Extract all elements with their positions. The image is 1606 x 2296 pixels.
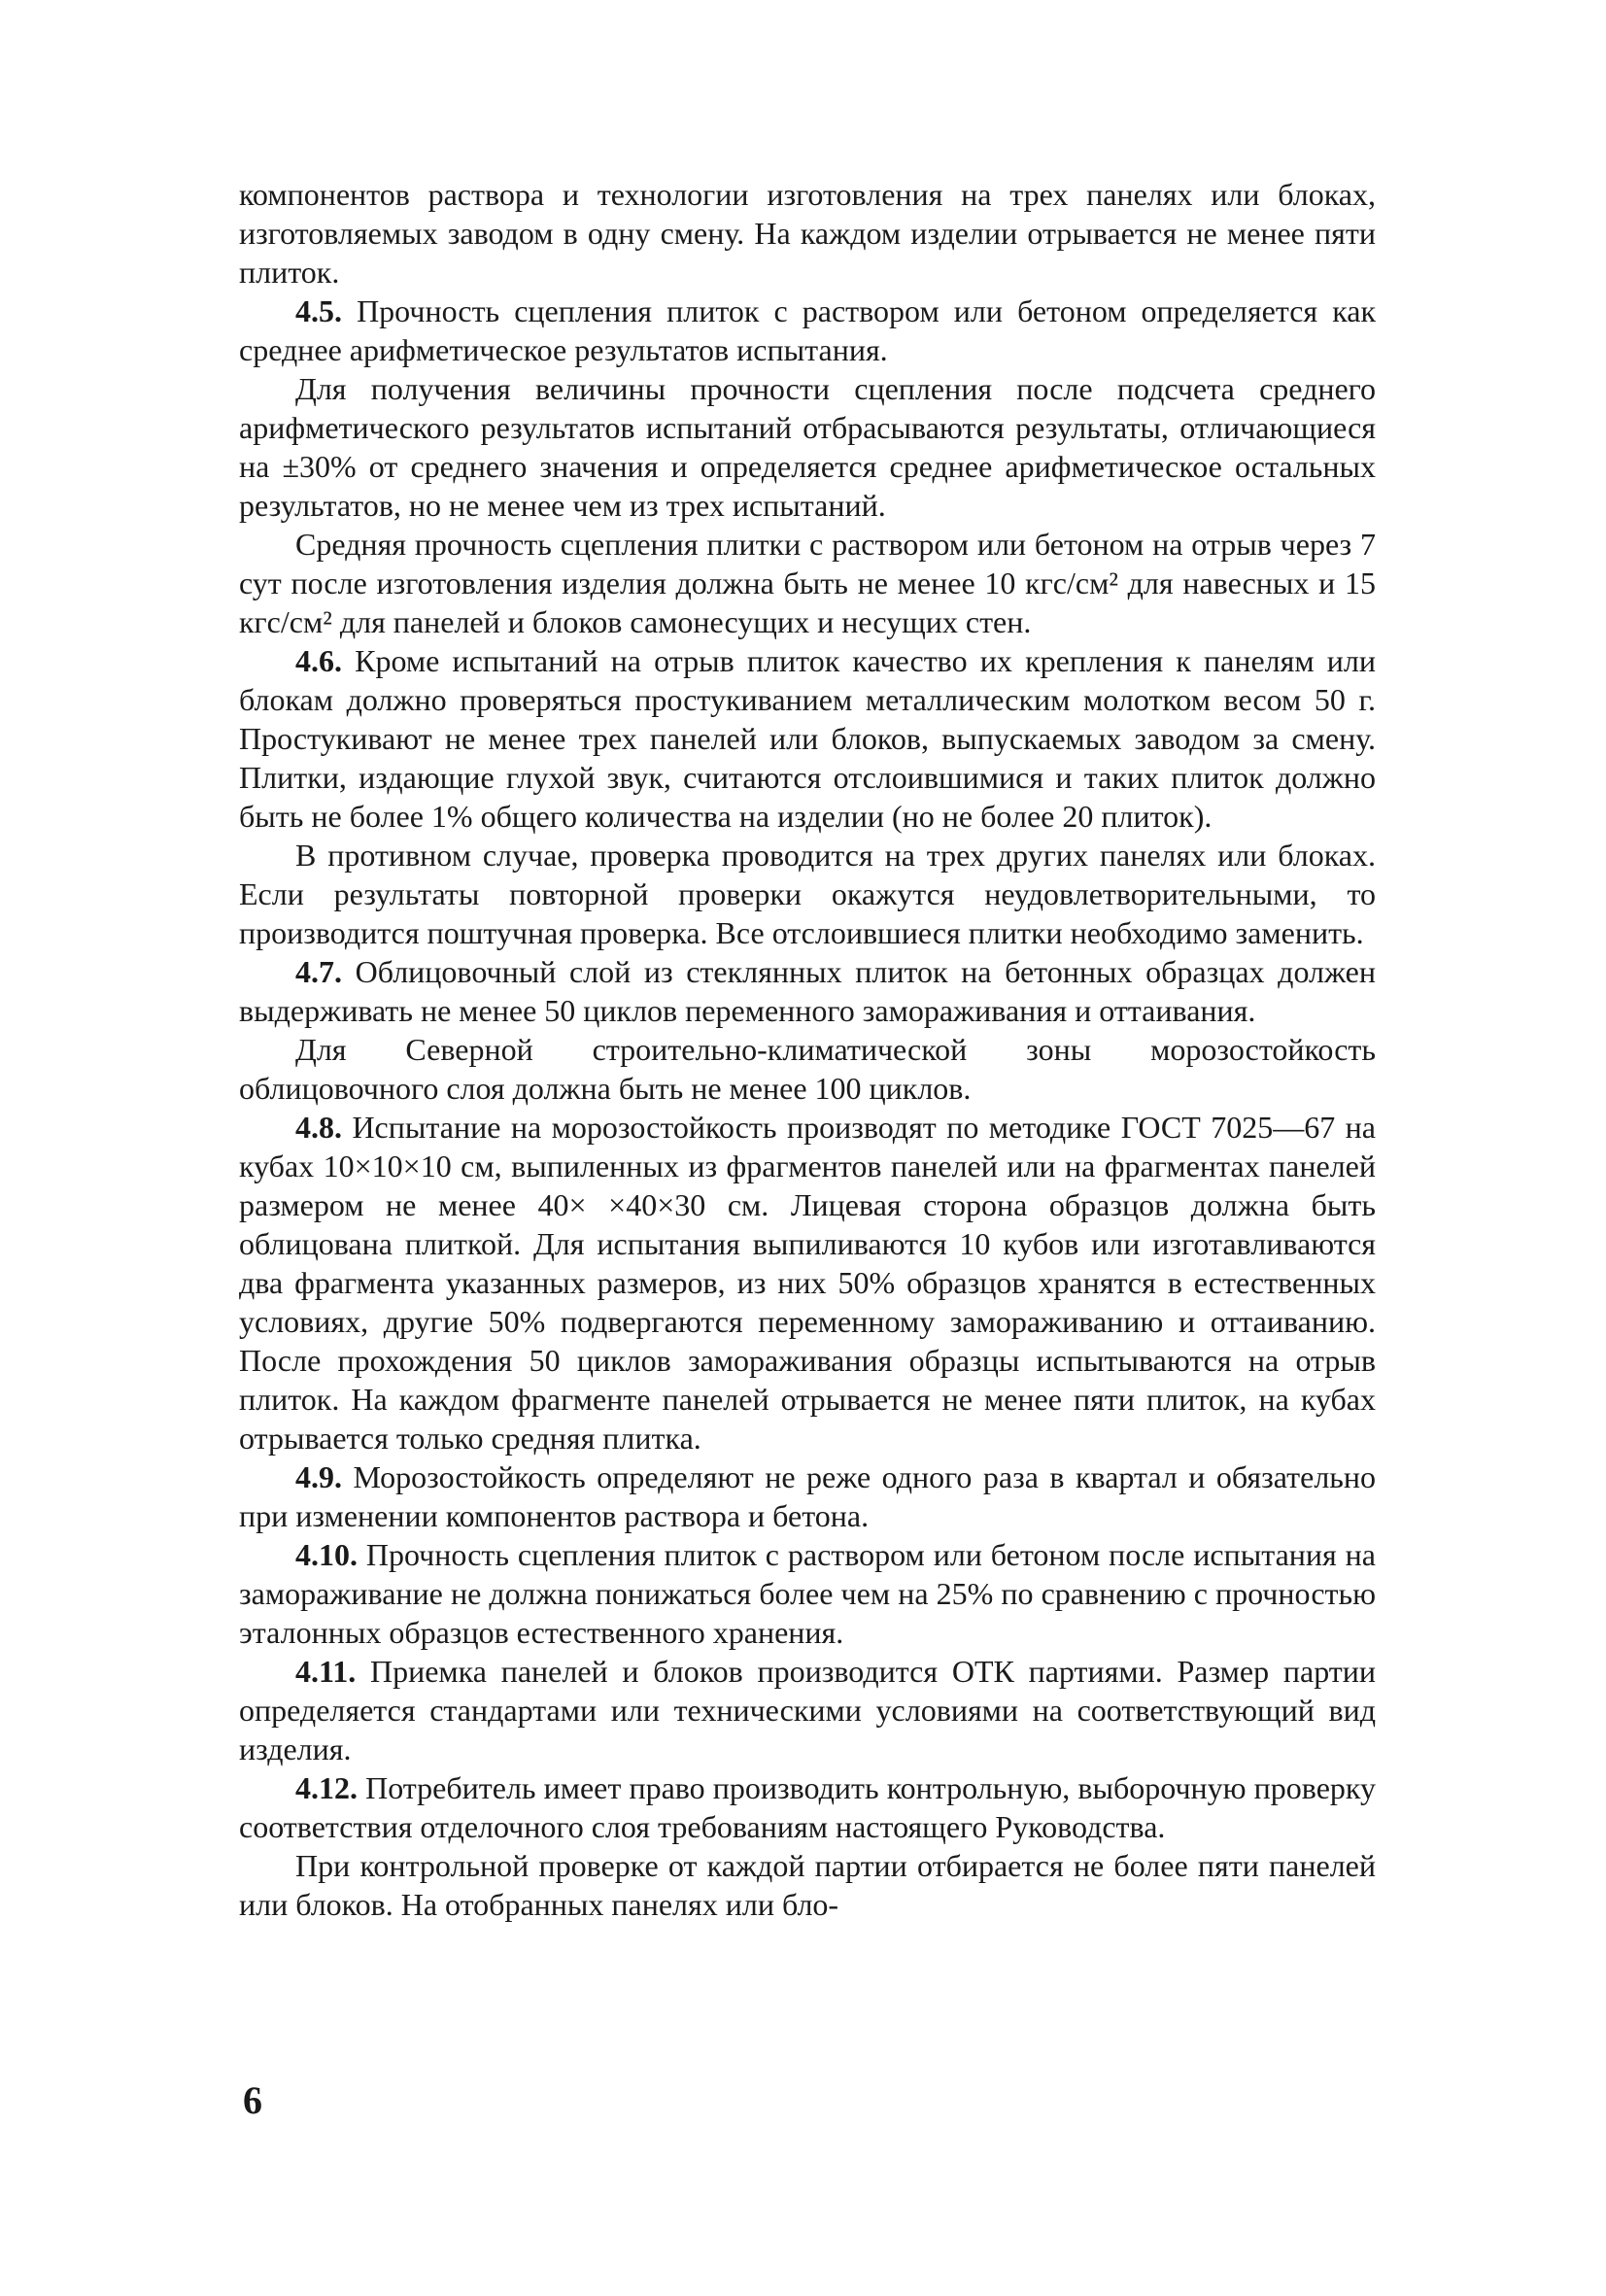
paragraph-text: Прочность сцепления плиток с раствором или бетоном после испытания на замораживание не должна понижаться более чем на 25% по сравнению с прочностью эталонных образцов естественного хранения. — [239, 1537, 1376, 1650]
section-number: 4.5. — [295, 293, 342, 328]
paragraph-4-10 — [239, 1535, 1376, 1652]
paragraph-continuation — [239, 175, 1376, 291]
paragraph-text: При контрольной проверке от каждой партии отбирается не более пяти панелей или блоков. На отобранных панелях или бло- — [239, 1848, 1376, 1922]
paragraph-otherwise — [239, 836, 1376, 952]
paragraph-text: Средняя прочность сцепления плитки с раствором или бетоном на отрыв через 7 сут после изготовления изделия должна быть не менее 10 кгс/см² для навесных и 15 кгс/см² для панелей и блоков самонесущих и несущих стен. — [239, 527, 1376, 639]
paragraph-4-9 — [239, 1457, 1376, 1535]
page-number: 6 — [243, 2078, 262, 2122]
paragraph-text: Прочность сцепления плиток с раствором или бетоном определяется как среднее арифметическое результатов испытания. — [239, 293, 1376, 367]
paragraph-4-8 — [239, 1108, 1376, 1457]
section-number: 4.8. — [295, 1110, 342, 1145]
paragraph-4-7 — [239, 952, 1376, 1030]
paragraph-text: Испытание на морозостойкость производят по методике ГОСТ 7025—67 на кубах 10×10×10 см, выпиленных из фрагментов панелей или на фрагментах панелей размером не менее 40× ×40×30 см. Лицевая сторона образцов должна быть облицована плиткой. Для испытания выпиливаются 10 кубов или изготавливаются два фрагмента указанных размеров, из них 50% образцов хранятся в естественных условиях, другие 50% подвергаются переменному замораживанию и оттаиванию. После прохождения 50 циклов замораживания образцы испытываются на отрыв плиток. На каждом фрагменте панелей отрывается не менее пяти плиток, на кубах отрывается только средняя плитка. — [239, 1110, 1376, 1456]
paragraph-4-5 — [239, 291, 1376, 369]
paragraph-text: Приемка панелей и блоков производится ОТК партиями. Размер партии определяется стандартами или техническими условиями на соответствующий вид изделия. — [239, 1654, 1376, 1766]
paragraph-average-strength — [239, 525, 1376, 641]
paragraph-text: Кроме испытаний на отрыв плиток качество их крепления к панелям или блокам должно проверяться простукиванием металлическим молотком весом 50 г. Простукивают не менее трех панелей или блоков, выпускаемых заводом за смену. Плитки, издающие глухой звук, считаются отслоившимися и таких плиток должно быть не более 1% общего количества на изделии (но не более 20 плиток). — [239, 643, 1376, 834]
paragraph-northern-zone — [239, 1030, 1376, 1108]
section-number: 4.10. — [295, 1537, 358, 1572]
section-number: 4.11. — [295, 1654, 357, 1689]
paragraph-control-check — [239, 1846, 1376, 1924]
paragraph-averaging — [239, 369, 1376, 525]
paragraph-text: Морозостойкость определяют не реже одного раза в квартал и обязательно при изменении компонентов раствора и бетона. — [239, 1459, 1376, 1533]
section-number: 4.6. — [295, 643, 342, 678]
paragraph-text: Для Северной строительно-климатической зоны морозостойкость облицовочного слоя должна быть не менее 100 циклов. — [239, 1032, 1376, 1106]
document-page — [239, 175, 1376, 1924]
paragraph-text: В противном случае, проверка проводится на трех других панелях или блоках. Если результаты повторной проверки окажутся неудовлетворительными, то производится поштучная проверка. Все отслоившиеся плитки необходимо заменить. — [239, 838, 1376, 950]
paragraph-text: Для получения величины прочности сцепления после подсчета среднего арифметического результатов испытаний отбрасываются результаты, отличающиеся на ±30% от среднего значения и определяется среднее арифметическое остальных результатов, но не менее чем из трех испытаний. — [239, 371, 1376, 523]
paragraph-4-11 — [239, 1652, 1376, 1768]
paragraph-4-12 — [239, 1768, 1376, 1846]
paragraph-text: Потребитель имеет право производить контрольную, выборочную проверку соответствия отделочного слоя требованиям настоящего Руководства. — [239, 1770, 1376, 1844]
paragraph-text: Облицовочный слой из стеклянных плиток на бетонных образцах должен выдерживать не менее 50 циклов переменного замораживания и оттаивания. — [239, 954, 1376, 1028]
section-number: 4.12. — [295, 1770, 358, 1805]
section-number: 4.7. — [295, 954, 342, 989]
paragraph-4-6 — [239, 641, 1376, 836]
paragraph-text: компонентов раствора и технологии изготовления на трех панелях или блоках, изготовляемых заводом в одну смену. На каждом изделии отрывается не менее пяти плиток. — [239, 177, 1376, 290]
section-number: 4.9. — [295, 1459, 342, 1494]
